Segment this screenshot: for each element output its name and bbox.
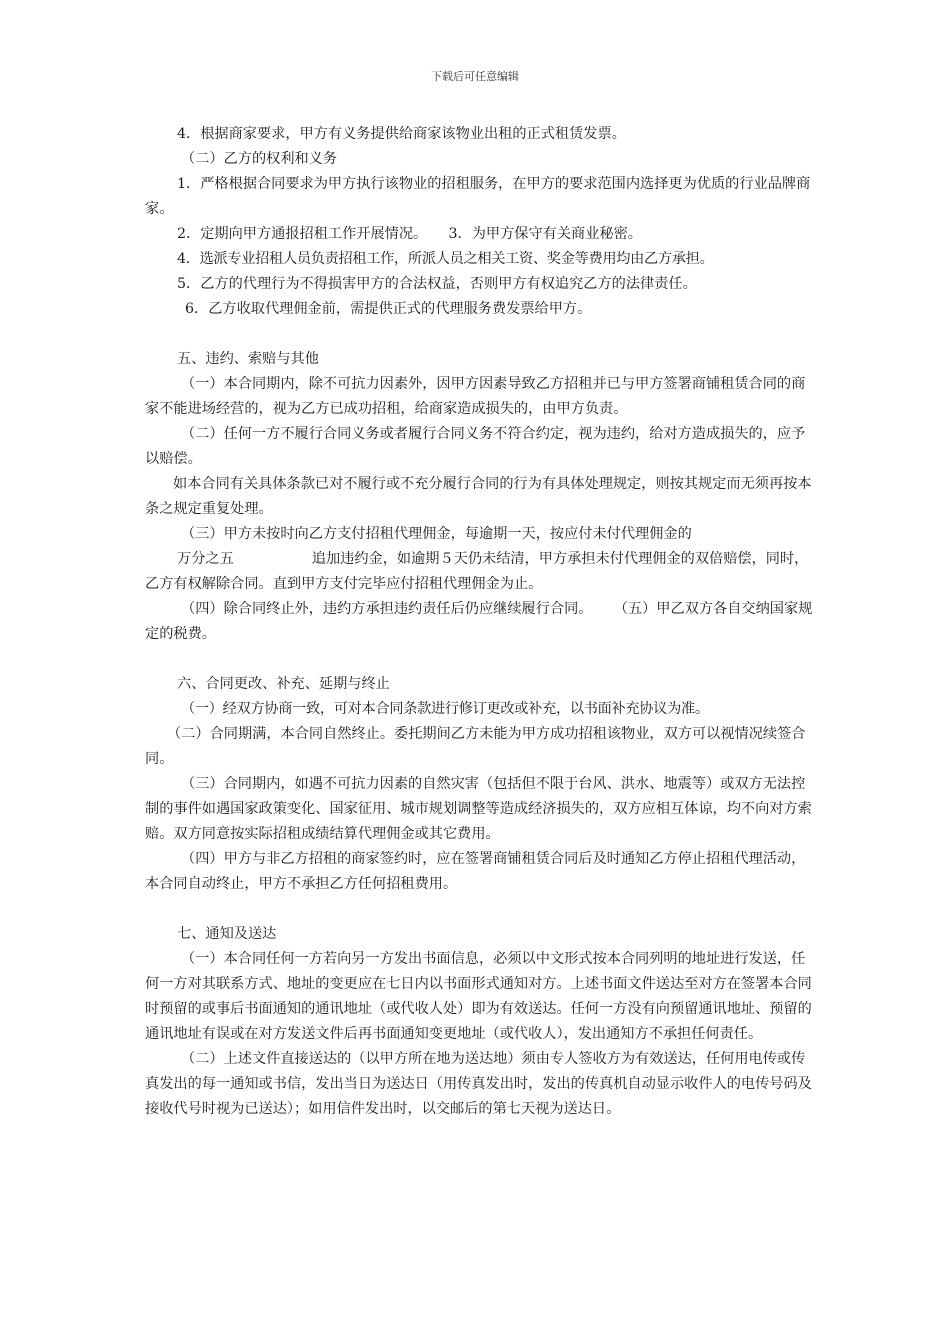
clause-5: （五）甲乙双方各自交纳国家规定的税费。 (145, 601, 813, 642)
section-title: 五、违约、索赔与其他 (177, 351, 319, 367)
paragraph: 4．选派专业招租人员负责招租工作，所派人员之相关工资、奖金等费用均由乙方承担。 (177, 251, 714, 267)
clause-4: （四）除合同终止外，违约方承担违约责任后仍应继续履行合同。 (181, 601, 593, 617)
paragraph: （二）上述文件直接送达的（以甲方所在地为送达地）须由专人签收方为有效送达，任何用电传或传真发出的每一通知或书信，发出当日为送达日（用传真发出时，发出的传真机自动显示收件人的电传号码及接收代号时视为已送达）；如用信件发出时，以交邮后的第七天视为送达日。 (145, 1051, 812, 1117)
paragraph (145, 222, 815, 247)
page-header: 下载后可任意编辑 (431, 70, 519, 83)
section-title: 七、通知及送达 (177, 926, 277, 942)
subsection-title: （二）乙方的权利和义务 (181, 151, 338, 167)
paragraph: （三）甲方未按时向乙方支付招租代理佣金，每逾期一天，按应付未付代理佣金的 (181, 526, 692, 542)
paragraph: 1．严格根据合同要求为甲方执行该物业的招租服务，在甲方的要求范围内选择更为优质的行业品牌商家。 (145, 176, 811, 217)
section-title: 六、合同更改、补充、延期与终止 (177, 676, 390, 692)
paragraph: （二）合同期满，本合同自然终止。委托期间乙方未能为甲方成功招租该物业，双方可以视情况续签合同。 (145, 726, 806, 767)
paragraph: （二）任何一方不履行合同义务或者履行合同义务不符合约定，视为违约，给对方造成损失的，应予以赔偿。 (145, 426, 806, 467)
paragraph: （三）合同期内，如遇不可抗力因素的自然灾害（包括但不限于台风、洪水、地震等）或双方无法控制的事件如遇国家政策变化、国家征用、城市规划调整等造成经济损失的，双方应相互体谅，均不向对方索赔。双方同意按实际招租成绩结算代理佣金或其它费用。 (145, 776, 812, 842)
paragraph (145, 597, 815, 647)
paragraph (145, 547, 815, 597)
paragraph: （一）本合同任何一方若向另一方发出书面信息，必须以中文形式按本合同列明的地址进行发送，任何一方对其联系方式、地址的变更应在七日内以书面形式通知对方。上述书面文件送达至对方在签署本合同时预留的或事后书面通知的通讯地址（或代收人处）即为有效送达。任何一方没有向预留通讯地址、预留的通讯地址有误或在对方发送文件后再书面通知变更地址（或代收人），发出通知方不承担任何责任。 (145, 951, 812, 1042)
clause-3: 3．为甲方保守有关商业秘密。 (448, 226, 642, 242)
paragraph: （一）经双方协商一致，可对本合同条款进行修订更改或补充，以书面补充协议为准。 (181, 701, 709, 717)
clause-2: 2．定期向甲方通报招租工作开展情况。 (177, 226, 428, 242)
paragraph: 6．乙方收取代理佣金前，需提供正式的代理服务费发票给甲方。 (185, 301, 592, 317)
penalty-text: 追加违约金，如逾期５天仍未结清，甲方承担未付代理佣金的双倍赔偿，同时，乙方有权解除合同。直到甲方支付完毕应付招租代理佣金为止。 (145, 551, 809, 592)
document-body (145, 122, 815, 1122)
paragraph: （四）甲方与非乙方招租的商家签约时，应在签署商铺租赁合同后及时通知乙方停止招租代理活动，本合同自动终止，甲方不承担乙方任何招租费用。 (145, 851, 806, 892)
paragraph: （一）本合同期内，除不可抗力因素外，因甲方因素导致乙方招租并已与甲方签署商铺租赁合同的商家不能进场经营的，视为乙方已成功招租，给商家造成损失的，由甲方负责。 (145, 376, 806, 417)
paragraph: 4．根据商家要求，甲方有义务提供给商家该物业出租的正式租赁发票。 (177, 126, 626, 142)
paragraph: 5．乙方的代理行为不得损害甲方的合法权益，否则甲方有权追究乙方的法律责任。 (177, 276, 697, 292)
penalty-rate: 万分之五 (177, 551, 234, 567)
paragraph: 如本合同有关具体条款已对不履行或不充分履行合同的行为有具体处理规定，则按其规定而无须再按本条之规定重复处理。 (145, 476, 812, 517)
